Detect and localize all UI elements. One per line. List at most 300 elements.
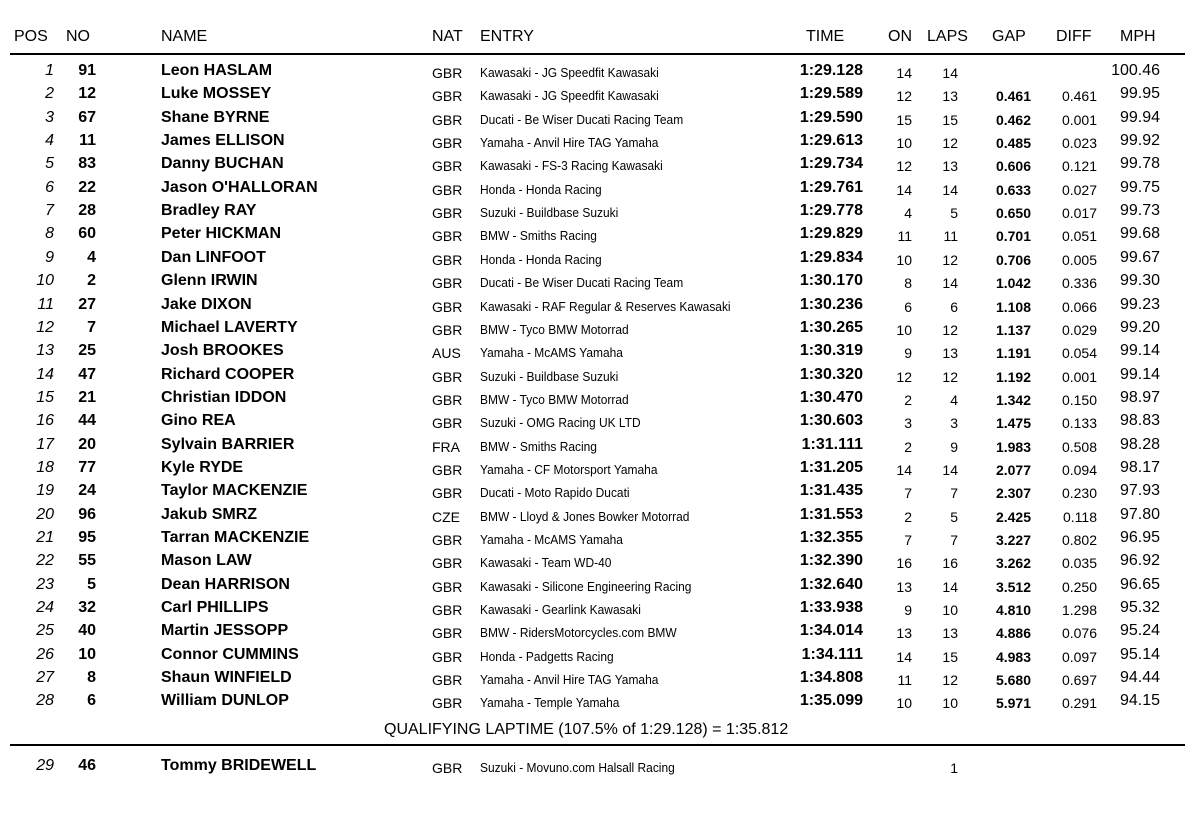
cell-nat: GBR xyxy=(432,760,463,776)
cell-time: 1:31.205 xyxy=(799,459,863,476)
cell-mph: 95.32 xyxy=(1119,599,1160,616)
cell-no: 27 xyxy=(78,296,96,313)
cell-diff: 0.094 xyxy=(1061,462,1097,478)
cell-entry: Yamaha - CF Motorsport Yamaha xyxy=(480,462,658,477)
result-row xyxy=(0,223,1200,246)
cell-entry: BMW - Tyco BMW Motorrad xyxy=(480,392,629,407)
cell-pos: 11 xyxy=(37,296,54,313)
cell-gap: 0.650 xyxy=(995,205,1031,221)
cell-mph: 100.46 xyxy=(1111,62,1160,79)
cell-on: 14 xyxy=(896,649,912,665)
cell-entry: Kawasaki - Team WD-40 xyxy=(480,555,612,570)
cell-on: 13 xyxy=(896,579,912,595)
cell-nat: GBR xyxy=(432,228,463,244)
cell-on: 3 xyxy=(904,415,912,431)
cell-name: Jason O'HALLORAN xyxy=(161,179,318,196)
cell-time: 1:29.589 xyxy=(799,85,863,102)
result-row xyxy=(0,107,1200,130)
cell-diff: 0.017 xyxy=(1061,205,1097,221)
cell-entry: Honda - Honda Racing xyxy=(480,252,602,267)
cell-time: 1:29.834 xyxy=(799,249,863,266)
cell-pos: 27 xyxy=(36,669,54,686)
cell-diff: 0.023 xyxy=(1061,135,1097,151)
cell-name: Jakub SMRZ xyxy=(161,506,258,523)
cell-on: 14 xyxy=(896,462,912,478)
cell-gap: 0.462 xyxy=(995,112,1031,128)
cell-pos: 17 xyxy=(36,436,54,453)
cell-on: 10 xyxy=(896,135,912,151)
cell-time: 1:33.938 xyxy=(799,599,863,616)
cell-on: 11 xyxy=(897,672,912,688)
cell-no: 67 xyxy=(78,109,96,126)
cell-time: 1:30.470 xyxy=(799,389,863,406)
result-row xyxy=(0,410,1200,433)
cell-mph: 98.83 xyxy=(1119,412,1160,429)
cell-nat: GBR xyxy=(432,275,463,291)
cell-mph: 99.78 xyxy=(1119,155,1160,172)
cell-no: 12 xyxy=(78,85,96,102)
cell-no: 32 xyxy=(78,599,96,616)
cell-laps: 7 xyxy=(950,532,958,548)
qualifying-laptime-note: QUALIFYING LAPTIME (107.5% of 1:29.128) = 1:35.812 xyxy=(384,721,789,738)
cell-on: 13 xyxy=(896,625,912,641)
cell-nat: GBR xyxy=(432,415,463,431)
cell-gap: 2.307 xyxy=(995,485,1031,501)
cell-pos: 8 xyxy=(45,225,54,242)
cell-pos: 12 xyxy=(36,319,54,336)
cell-time: 1:35.099 xyxy=(799,692,863,709)
cell-laps: 15 xyxy=(942,649,958,665)
cell-pos: 6 xyxy=(45,179,54,196)
cell-on: 8 xyxy=(904,275,912,291)
cell-laps: 14 xyxy=(942,65,958,81)
cell-diff: 0.001 xyxy=(1061,369,1097,385)
cell-no: 6 xyxy=(87,692,96,709)
cell-diff: 0.508 xyxy=(1061,439,1097,455)
cell-laps: 9 xyxy=(950,439,958,455)
cell-no: 83 xyxy=(78,155,96,172)
cell-mph: 99.95 xyxy=(1119,85,1160,102)
cell-no: 77 xyxy=(78,459,96,476)
cell-no: 25 xyxy=(78,342,96,359)
cell-entry: Kawasaki - Silicone Engineering Racing xyxy=(480,579,692,594)
cell-time: 1:30.265 xyxy=(799,319,863,336)
cell-diff: 0.005 xyxy=(1061,252,1097,268)
cell-entry: Ducati - Be Wiser Ducati Racing Team xyxy=(480,112,684,127)
cell-no: 55 xyxy=(78,552,96,569)
result-row xyxy=(0,200,1200,223)
cell-entry: Yamaha - Temple Yamaha xyxy=(480,695,620,710)
cell-pos: 20 xyxy=(36,506,54,523)
cell-entry: BMW - Smiths Racing xyxy=(480,439,597,454)
result-row xyxy=(0,83,1200,106)
cell-gap: 1.192 xyxy=(995,369,1031,385)
cell-pos: 22 xyxy=(36,552,54,569)
cell-laps: 5 xyxy=(950,205,958,221)
cell-time: 1:31.553 xyxy=(799,506,863,523)
cell-on: 12 xyxy=(896,369,912,385)
cell-entry: Suzuki - Movuno.com Halsall Racing xyxy=(480,760,675,775)
cell-diff: 0.097 xyxy=(1061,649,1097,665)
cell-mph: 97.93 xyxy=(1119,482,1160,499)
cell-pos: 18 xyxy=(36,459,54,476)
cell-entry: Kawasaki - Gearlink Kawasaki xyxy=(480,602,641,617)
header-divider xyxy=(10,53,1185,55)
cell-no: 44 xyxy=(78,412,96,429)
result-row xyxy=(0,667,1200,690)
cell-no: 5 xyxy=(87,576,96,593)
cell-time: 1:29.590 xyxy=(799,109,863,126)
cell-diff: 0.035 xyxy=(1061,555,1097,571)
cell-laps: 15 xyxy=(942,112,958,128)
cell-mph: 99.68 xyxy=(1119,225,1160,242)
cell-diff: 0.066 xyxy=(1061,299,1097,315)
cell-name: Taylor MACKENZIE xyxy=(161,482,308,499)
non-qualifier-row xyxy=(0,755,1200,778)
cell-laps: 3 xyxy=(950,415,958,431)
cell-laps: 13 xyxy=(942,88,958,104)
cell-time: 1:34.014 xyxy=(799,622,863,639)
cell-diff: 0.051 xyxy=(1061,228,1097,244)
cell-gap: 5.680 xyxy=(995,672,1031,688)
cell-no: 60 xyxy=(78,225,96,242)
cell-nat: AUS xyxy=(432,345,461,361)
cell-time: 1:30.603 xyxy=(799,412,863,429)
cell-gap: 3.227 xyxy=(995,532,1031,548)
cell-mph: 94.15 xyxy=(1119,692,1160,709)
cell-gap: 0.706 xyxy=(995,252,1031,268)
cell-mph: 95.14 xyxy=(1119,646,1160,663)
result-row xyxy=(0,270,1200,293)
cell-on: 10 xyxy=(896,322,912,338)
cell-nat: GBR xyxy=(432,555,463,571)
cell-on: 12 xyxy=(896,88,912,104)
cell-laps: 12 xyxy=(942,322,958,338)
result-row xyxy=(0,504,1200,527)
cell-nat: GBR xyxy=(432,695,463,711)
cell-time: 1:29.734 xyxy=(799,155,863,172)
cell-gap: 3.512 xyxy=(995,579,1031,595)
cell-nat: GBR xyxy=(432,625,463,641)
cell-name: Mason LAW xyxy=(161,552,252,569)
cell-gap: 1.342 xyxy=(995,392,1031,408)
cell-laps: 1 xyxy=(950,760,958,776)
result-row xyxy=(0,480,1200,503)
cell-nat: GBR xyxy=(432,135,463,151)
result-row xyxy=(0,434,1200,457)
cell-no: 4 xyxy=(87,249,96,266)
result-row xyxy=(0,457,1200,480)
result-row xyxy=(0,527,1200,550)
cell-entry: Yamaha - McAMS Yamaha xyxy=(480,345,623,360)
cell-gap: 0.606 xyxy=(995,158,1031,174)
cell-time: 1:30.319 xyxy=(799,342,863,359)
cell-entry: BMW - Smiths Racing xyxy=(480,228,597,243)
cell-name: Luke MOSSEY xyxy=(161,85,272,102)
cell-gap: 2.425 xyxy=(995,509,1031,525)
cell-pos: 10 xyxy=(36,272,54,289)
cell-gap: 1.137 xyxy=(995,322,1031,338)
cell-on: 15 xyxy=(896,112,912,128)
cell-laps: 14 xyxy=(942,182,958,198)
cell-name: Leon HASLAM xyxy=(161,62,273,79)
result-row xyxy=(0,690,1200,713)
cell-laps: 12 xyxy=(942,672,958,688)
cell-name: Gino REA xyxy=(161,412,236,429)
cell-no: 7 xyxy=(87,319,96,336)
cell-laps: 12 xyxy=(942,369,958,385)
cell-time: 1:32.640 xyxy=(799,576,863,593)
cell-time: 1:30.320 xyxy=(799,366,863,383)
cell-nat: CZE xyxy=(432,509,460,525)
results-header xyxy=(0,28,1200,50)
cell-nat: GBR xyxy=(432,602,463,618)
header-entry: ENTRY xyxy=(480,28,534,45)
cell-nat: GBR xyxy=(432,485,463,501)
cell-mph: 99.75 xyxy=(1119,179,1160,196)
result-row xyxy=(0,387,1200,410)
cell-no: 11 xyxy=(79,132,96,149)
cell-name: Shane BYRNE xyxy=(161,109,270,126)
cell-pos: 24 xyxy=(36,599,54,616)
cell-gap: 1.191 xyxy=(995,345,1031,361)
result-row xyxy=(0,60,1200,83)
cell-pos: 2 xyxy=(45,85,54,102)
qualifying-divider xyxy=(10,744,1185,746)
cell-time: 1:31.435 xyxy=(799,482,863,499)
cell-mph: 98.97 xyxy=(1119,389,1160,406)
cell-on: 10 xyxy=(896,695,912,711)
cell-diff: 0.001 xyxy=(1061,112,1097,128)
cell-no: 95 xyxy=(78,529,96,546)
result-row xyxy=(0,153,1200,176)
cell-entry: Ducati - Moto Rapido Ducati xyxy=(480,485,630,500)
cell-mph: 99.14 xyxy=(1119,342,1160,359)
cell-mph: 98.28 xyxy=(1119,436,1160,453)
cell-entry: Yamaha - Anvil Hire TAG Yamaha xyxy=(480,672,659,687)
cell-laps: 11 xyxy=(943,228,958,244)
cell-nat: GBR xyxy=(432,205,463,221)
cell-pos: 26 xyxy=(36,646,54,663)
cell-diff: 0.027 xyxy=(1061,182,1097,198)
cell-name: Tommy BRIDEWELL xyxy=(161,757,317,774)
result-row xyxy=(0,340,1200,363)
cell-diff: 0.121 xyxy=(1061,158,1097,174)
cell-name: William DUNLOP xyxy=(161,692,289,709)
cell-time: 1:29.778 xyxy=(799,202,863,219)
cell-diff: 0.802 xyxy=(1061,532,1097,548)
cell-time: 1:30.170 xyxy=(799,272,863,289)
cell-pos: 14 xyxy=(36,366,54,383)
cell-on: 12 xyxy=(896,158,912,174)
cell-laps: 14 xyxy=(942,579,958,595)
cell-gap: 4.810 xyxy=(995,602,1031,618)
cell-nat: GBR xyxy=(432,112,463,128)
cell-nat: GBR xyxy=(432,392,463,408)
cell-laps: 13 xyxy=(942,345,958,361)
cell-pos: 25 xyxy=(36,622,54,639)
cell-name: James ELLISON xyxy=(161,132,285,149)
cell-entry: Kawasaki - FS-3 Racing Kawasaki xyxy=(480,158,663,173)
cell-diff: 0.461 xyxy=(1061,88,1097,104)
cell-gap: 1.042 xyxy=(995,275,1031,291)
cell-laps: 13 xyxy=(942,625,958,641)
cell-name: Connor CUMMINS xyxy=(161,646,299,663)
cell-pos: 4 xyxy=(45,132,54,149)
cell-on: 11 xyxy=(897,228,912,244)
cell-on: 10 xyxy=(896,252,912,268)
cell-name: Tarran MACKENZIE xyxy=(161,529,310,546)
cell-name: Carl PHILLIPS xyxy=(161,599,269,616)
cell-nat: GBR xyxy=(432,322,463,338)
cell-time: 1:32.390 xyxy=(799,552,863,569)
cell-name: Josh BROOKES xyxy=(161,342,284,359)
cell-on: 2 xyxy=(904,509,912,525)
cell-pos: 28 xyxy=(36,692,54,709)
cell-on: 2 xyxy=(904,392,912,408)
cell-pos: 23 xyxy=(36,576,54,593)
result-row xyxy=(0,574,1200,597)
cell-gap: 5.971 xyxy=(995,695,1031,711)
header-time: TIME xyxy=(806,28,845,45)
cell-mph: 99.23 xyxy=(1119,296,1160,313)
cell-entry: BMW - RidersMotorcycles.com BMW xyxy=(480,625,677,640)
cell-mph: 95.24 xyxy=(1119,622,1160,639)
cell-pos: 15 xyxy=(36,389,54,406)
cell-nat: GBR xyxy=(432,65,463,81)
cell-entry: Honda - Honda Racing xyxy=(480,182,602,197)
cell-entry: BMW - Lloyd & Jones Bowker Motorrad xyxy=(480,509,690,524)
header-mph: MPH xyxy=(1120,28,1156,45)
cell-laps: 7 xyxy=(950,485,958,501)
cell-laps: 13 xyxy=(942,158,958,174)
result-row xyxy=(0,644,1200,667)
cell-pos: 21 xyxy=(36,529,54,546)
cell-entry: Suzuki - Buildbase Suzuki xyxy=(480,369,619,384)
cell-laps: 5 xyxy=(950,509,958,525)
cell-entry: Kawasaki - RAF Regular & Reserves Kawasaki xyxy=(480,299,731,314)
cell-nat: GBR xyxy=(432,649,463,665)
cell-diff: 0.150 xyxy=(1061,392,1097,408)
cell-pos: 19 xyxy=(36,482,54,499)
cell-entry: BMW - Tyco BMW Motorrad xyxy=(480,322,629,337)
cell-diff: 0.336 xyxy=(1061,275,1097,291)
cell-entry: Suzuki - Buildbase Suzuki xyxy=(480,205,619,220)
cell-pos: 13 xyxy=(36,342,54,359)
cell-mph: 99.30 xyxy=(1119,272,1160,289)
cell-mph: 97.80 xyxy=(1119,506,1160,523)
result-row xyxy=(0,247,1200,270)
cell-nat: GBR xyxy=(432,532,463,548)
cell-nat: GBR xyxy=(432,369,463,385)
cell-gap: 0.461 xyxy=(995,88,1031,104)
result-row xyxy=(0,597,1200,620)
cell-on: 14 xyxy=(896,182,912,198)
cell-entry: Yamaha - McAMS Yamaha xyxy=(480,532,623,547)
cell-pos: 1 xyxy=(45,62,54,79)
cell-nat: GBR xyxy=(432,252,463,268)
cell-gap: 1.108 xyxy=(995,299,1031,315)
cell-name: Danny BUCHAN xyxy=(161,155,284,172)
cell-entry: Honda - Padgetts Racing xyxy=(480,649,614,664)
cell-laps: 4 xyxy=(950,392,958,408)
cell-pos: 3 xyxy=(45,109,54,126)
cell-entry: Suzuki - OMG Racing UK LTD xyxy=(480,415,641,430)
cell-laps: 14 xyxy=(942,462,958,478)
cell-mph: 99.67 xyxy=(1119,249,1160,266)
cell-gap: 2.077 xyxy=(995,462,1031,478)
cell-nat: GBR xyxy=(432,88,463,104)
cell-pos: 16 xyxy=(36,412,54,429)
cell-on: 4 xyxy=(904,205,912,221)
cell-on: 9 xyxy=(904,602,912,618)
cell-nat: GBR xyxy=(432,672,463,688)
cell-diff: 1.298 xyxy=(1061,602,1097,618)
header-laps: LAPS xyxy=(927,28,968,45)
cell-mph: 96.95 xyxy=(1119,529,1160,546)
cell-gap: 0.701 xyxy=(995,228,1031,244)
cell-nat: GBR xyxy=(432,299,463,315)
cell-diff: 0.133 xyxy=(1061,415,1097,431)
cell-diff: 0.029 xyxy=(1061,322,1097,338)
cell-mph: 98.17 xyxy=(1119,459,1160,476)
cell-on: 7 xyxy=(904,485,912,501)
cell-name: Christian IDDON xyxy=(161,389,287,406)
cell-mph: 96.92 xyxy=(1119,552,1160,569)
cell-time: 1:30.236 xyxy=(799,296,863,313)
cell-mph: 99.20 xyxy=(1119,319,1160,336)
cell-diff: 0.076 xyxy=(1061,625,1097,641)
cell-name: Glenn IRWIN xyxy=(161,272,258,289)
cell-no: 28 xyxy=(78,202,96,219)
cell-on: 14 xyxy=(896,65,912,81)
cell-pos: 29 xyxy=(36,757,54,774)
cell-name: Richard COOPER xyxy=(161,366,295,383)
cell-diff: 0.250 xyxy=(1061,579,1097,595)
cell-nat: FRA xyxy=(432,439,460,455)
cell-name: Shaun WINFIELD xyxy=(161,669,292,686)
cell-time: 1:31.111 xyxy=(801,436,863,453)
result-row xyxy=(0,620,1200,643)
cell-on: 16 xyxy=(896,555,912,571)
cell-gap: 3.262 xyxy=(995,555,1031,571)
cell-pos: 5 xyxy=(45,155,54,172)
cell-diff: 0.230 xyxy=(1061,485,1097,501)
cell-mph: 94.44 xyxy=(1119,669,1160,686)
cell-laps: 16 xyxy=(942,555,958,571)
cell-nat: GBR xyxy=(432,158,463,174)
cell-on: 9 xyxy=(904,345,912,361)
cell-no: 8 xyxy=(87,669,96,686)
cell-gap: 1.475 xyxy=(995,415,1031,431)
cell-diff: 0.118 xyxy=(1063,509,1097,525)
cell-no: 24 xyxy=(78,482,96,499)
cell-nat: GBR xyxy=(432,462,463,478)
cell-name: Bradley RAY xyxy=(161,202,257,219)
cell-mph: 99.92 xyxy=(1119,132,1160,149)
cell-name: Peter HICKMAN xyxy=(161,225,282,242)
header-pos: POS xyxy=(14,28,48,45)
cell-on: 6 xyxy=(904,299,912,315)
cell-pos: 7 xyxy=(45,202,54,219)
cell-entry: Yamaha - Anvil Hire TAG Yamaha xyxy=(480,135,659,150)
cell-name: Sylvain BARRIER xyxy=(161,436,295,453)
result-row xyxy=(0,130,1200,153)
cell-nat: GBR xyxy=(432,579,463,595)
cell-on: 7 xyxy=(904,532,912,548)
cell-mph: 99.73 xyxy=(1119,202,1160,219)
cell-no: 21 xyxy=(78,389,96,406)
